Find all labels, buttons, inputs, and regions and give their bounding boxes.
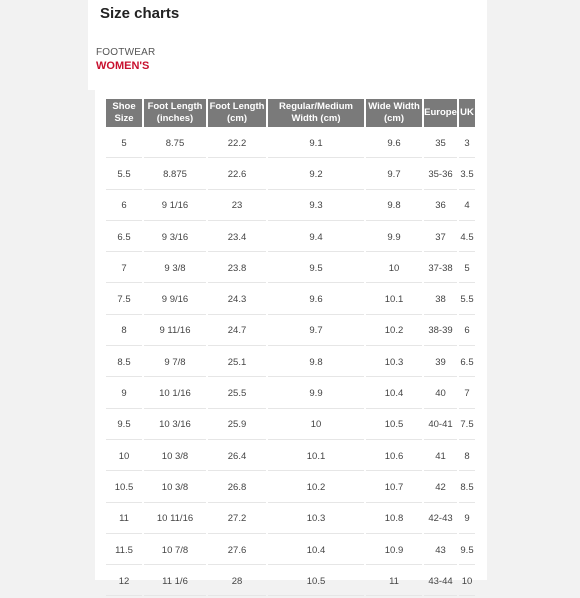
table-cell: 7.5 bbox=[106, 285, 142, 314]
table-cell: 9 11/16 bbox=[144, 317, 206, 346]
table-cell: 35 bbox=[424, 129, 457, 158]
table-cell: 11 bbox=[366, 567, 422, 596]
table-body bbox=[106, 129, 475, 596]
table-cell: 9.5 bbox=[268, 254, 364, 283]
table-cell: 10.2 bbox=[268, 473, 364, 502]
table-cell: 8.5 bbox=[106, 348, 142, 377]
table-cell: 10.1 bbox=[366, 285, 422, 314]
table-cell: 9.3 bbox=[268, 192, 364, 221]
table-cell: 40-41 bbox=[424, 411, 457, 440]
table-cell: 25.9 bbox=[208, 411, 266, 440]
table-cell: 6 bbox=[106, 192, 142, 221]
table-cell: 10 11/16 bbox=[144, 505, 206, 534]
table-cell: 9.8 bbox=[366, 192, 422, 221]
table-row bbox=[106, 317, 475, 346]
table-cell: 35-36 bbox=[424, 160, 457, 189]
table-cell: 8.875 bbox=[144, 160, 206, 189]
table-cell: 10.4 bbox=[366, 379, 422, 408]
table-cell: 10 bbox=[459, 567, 475, 596]
table-cell: 10.1 bbox=[268, 442, 364, 471]
table-cell: 39 bbox=[424, 348, 457, 377]
table-cell: 10.3 bbox=[268, 505, 364, 534]
table-cell: 6 bbox=[459, 317, 475, 346]
table-cell: 10.9 bbox=[366, 536, 422, 565]
table-cell: 9 1/16 bbox=[144, 192, 206, 221]
table-cell: 10 1/16 bbox=[144, 379, 206, 408]
table-cell: 10.4 bbox=[268, 536, 364, 565]
table-cell: 22.6 bbox=[208, 160, 266, 189]
table-cell: 23 bbox=[208, 192, 266, 221]
table-cell: 10.2 bbox=[366, 317, 422, 346]
table-cell: 42 bbox=[424, 473, 457, 502]
table-cell: 8 bbox=[459, 442, 475, 471]
table-cell: 10 bbox=[106, 442, 142, 471]
table-cell: 9.6 bbox=[268, 285, 364, 314]
table-row bbox=[106, 411, 475, 440]
column-header: Foot Length (cm) bbox=[208, 99, 266, 127]
table-cell: 3.5 bbox=[459, 160, 475, 189]
table-row bbox=[106, 223, 475, 252]
table-cell: 40 bbox=[424, 379, 457, 408]
table-header-row bbox=[106, 99, 475, 127]
table-cell: 5.5 bbox=[459, 285, 475, 314]
column-header: Europe bbox=[424, 99, 457, 127]
table-cell: 9.1 bbox=[268, 129, 364, 158]
table-cell: 9 9/16 bbox=[144, 285, 206, 314]
table-row bbox=[106, 129, 475, 158]
table-cell: 7.5 bbox=[459, 411, 475, 440]
table-cell: 10.8 bbox=[366, 505, 422, 534]
table-cell: 37 bbox=[424, 223, 457, 252]
table-row bbox=[106, 192, 475, 221]
table-cell: 11 1/6 bbox=[144, 567, 206, 596]
size-chart-table bbox=[104, 97, 477, 598]
table-cell: 8 bbox=[106, 317, 142, 346]
category-label: FOOTWEAR bbox=[96, 47, 156, 58]
table-row bbox=[106, 254, 475, 283]
table-row bbox=[106, 536, 475, 565]
table-cell: 42-43 bbox=[424, 505, 457, 534]
table-cell: 10.5 bbox=[106, 473, 142, 502]
table-cell: 9.5 bbox=[459, 536, 475, 565]
table-cell: 9.5 bbox=[106, 411, 142, 440]
table-cell: 11.5 bbox=[106, 536, 142, 565]
table-row bbox=[106, 442, 475, 471]
table-cell: 10 3/8 bbox=[144, 442, 206, 471]
table-cell: 26.8 bbox=[208, 473, 266, 502]
column-header: UK bbox=[459, 99, 475, 127]
table-cell: 10 bbox=[366, 254, 422, 283]
table-cell: 25.5 bbox=[208, 379, 266, 408]
table-cell: 5 bbox=[459, 254, 475, 283]
table-cell: 4.5 bbox=[459, 223, 475, 252]
table-cell: 6.5 bbox=[459, 348, 475, 377]
table-row bbox=[106, 473, 475, 502]
table-cell: 9 7/8 bbox=[144, 348, 206, 377]
table-cell: 27.2 bbox=[208, 505, 266, 534]
table-cell: 37-38 bbox=[424, 254, 457, 283]
table-cell: 38 bbox=[424, 285, 457, 314]
column-header: Regular/Medium Width (cm) bbox=[268, 99, 364, 127]
page-title: Size charts bbox=[100, 5, 180, 22]
table-cell: 11 bbox=[106, 505, 142, 534]
table-row bbox=[106, 160, 475, 189]
table-cell: 27.6 bbox=[208, 536, 266, 565]
table-cell: 9.7 bbox=[366, 160, 422, 189]
table-cell: 36 bbox=[424, 192, 457, 221]
column-header: Foot Length (inches) bbox=[144, 99, 206, 127]
table-cell: 5.5 bbox=[106, 160, 142, 189]
table-cell: 9 3/8 bbox=[144, 254, 206, 283]
table-cell: 10.6 bbox=[366, 442, 422, 471]
table-cell: 9 bbox=[459, 505, 475, 534]
table-row bbox=[106, 348, 475, 377]
table-cell: 7 bbox=[459, 379, 475, 408]
table-cell: 12 bbox=[106, 567, 142, 596]
table-cell: 8.75 bbox=[144, 129, 206, 158]
table-row bbox=[106, 505, 475, 534]
table-row bbox=[106, 285, 475, 314]
table-cell: 9.2 bbox=[268, 160, 364, 189]
table-row bbox=[106, 567, 475, 596]
table-cell: 25.1 bbox=[208, 348, 266, 377]
table-cell: 22.2 bbox=[208, 129, 266, 158]
table-cell: 6.5 bbox=[106, 223, 142, 252]
table-cell: 10 7/8 bbox=[144, 536, 206, 565]
table-cell: 9.8 bbox=[268, 348, 364, 377]
table-cell: 24.7 bbox=[208, 317, 266, 346]
table-cell: 9.9 bbox=[268, 379, 364, 408]
table-cell: 8.5 bbox=[459, 473, 475, 502]
table-cell: 5 bbox=[106, 129, 142, 158]
table-cell: 7 bbox=[106, 254, 142, 283]
table-cell: 43 bbox=[424, 536, 457, 565]
table-cell: 9.6 bbox=[366, 129, 422, 158]
table-cell: 9.7 bbox=[268, 317, 364, 346]
table-cell: 10 bbox=[268, 411, 364, 440]
table-cell: 10.7 bbox=[366, 473, 422, 502]
table-cell: 26.4 bbox=[208, 442, 266, 471]
right-margin bbox=[487, 0, 580, 580]
table-cell: 23.8 bbox=[208, 254, 266, 283]
table-cell: 4 bbox=[459, 192, 475, 221]
table-cell: 24.3 bbox=[208, 285, 266, 314]
table-cell: 10.5 bbox=[366, 411, 422, 440]
table-cell: 23.4 bbox=[208, 223, 266, 252]
table-cell: 38-39 bbox=[424, 317, 457, 346]
column-header: Wide Width (cm) bbox=[366, 99, 422, 127]
table-cell: 9.4 bbox=[268, 223, 364, 252]
table-cell: 28 bbox=[208, 567, 266, 596]
table-cell: 3 bbox=[459, 129, 475, 158]
table-cell: 9 3/16 bbox=[144, 223, 206, 252]
table-cell: 10.5 bbox=[268, 567, 364, 596]
table-cell: 9 bbox=[106, 379, 142, 408]
subcategory-link[interactable]: WOMEN'S bbox=[96, 60, 150, 72]
table-cell: 10.3 bbox=[366, 348, 422, 377]
column-header: Shoe Size bbox=[106, 99, 142, 127]
table-cell: 10 3/16 bbox=[144, 411, 206, 440]
table-cell: 9.9 bbox=[366, 223, 422, 252]
table-cell: 41 bbox=[424, 442, 457, 471]
table-cell: 43-44 bbox=[424, 567, 457, 596]
table-cell: 10 3/8 bbox=[144, 473, 206, 502]
table-row bbox=[106, 379, 475, 408]
